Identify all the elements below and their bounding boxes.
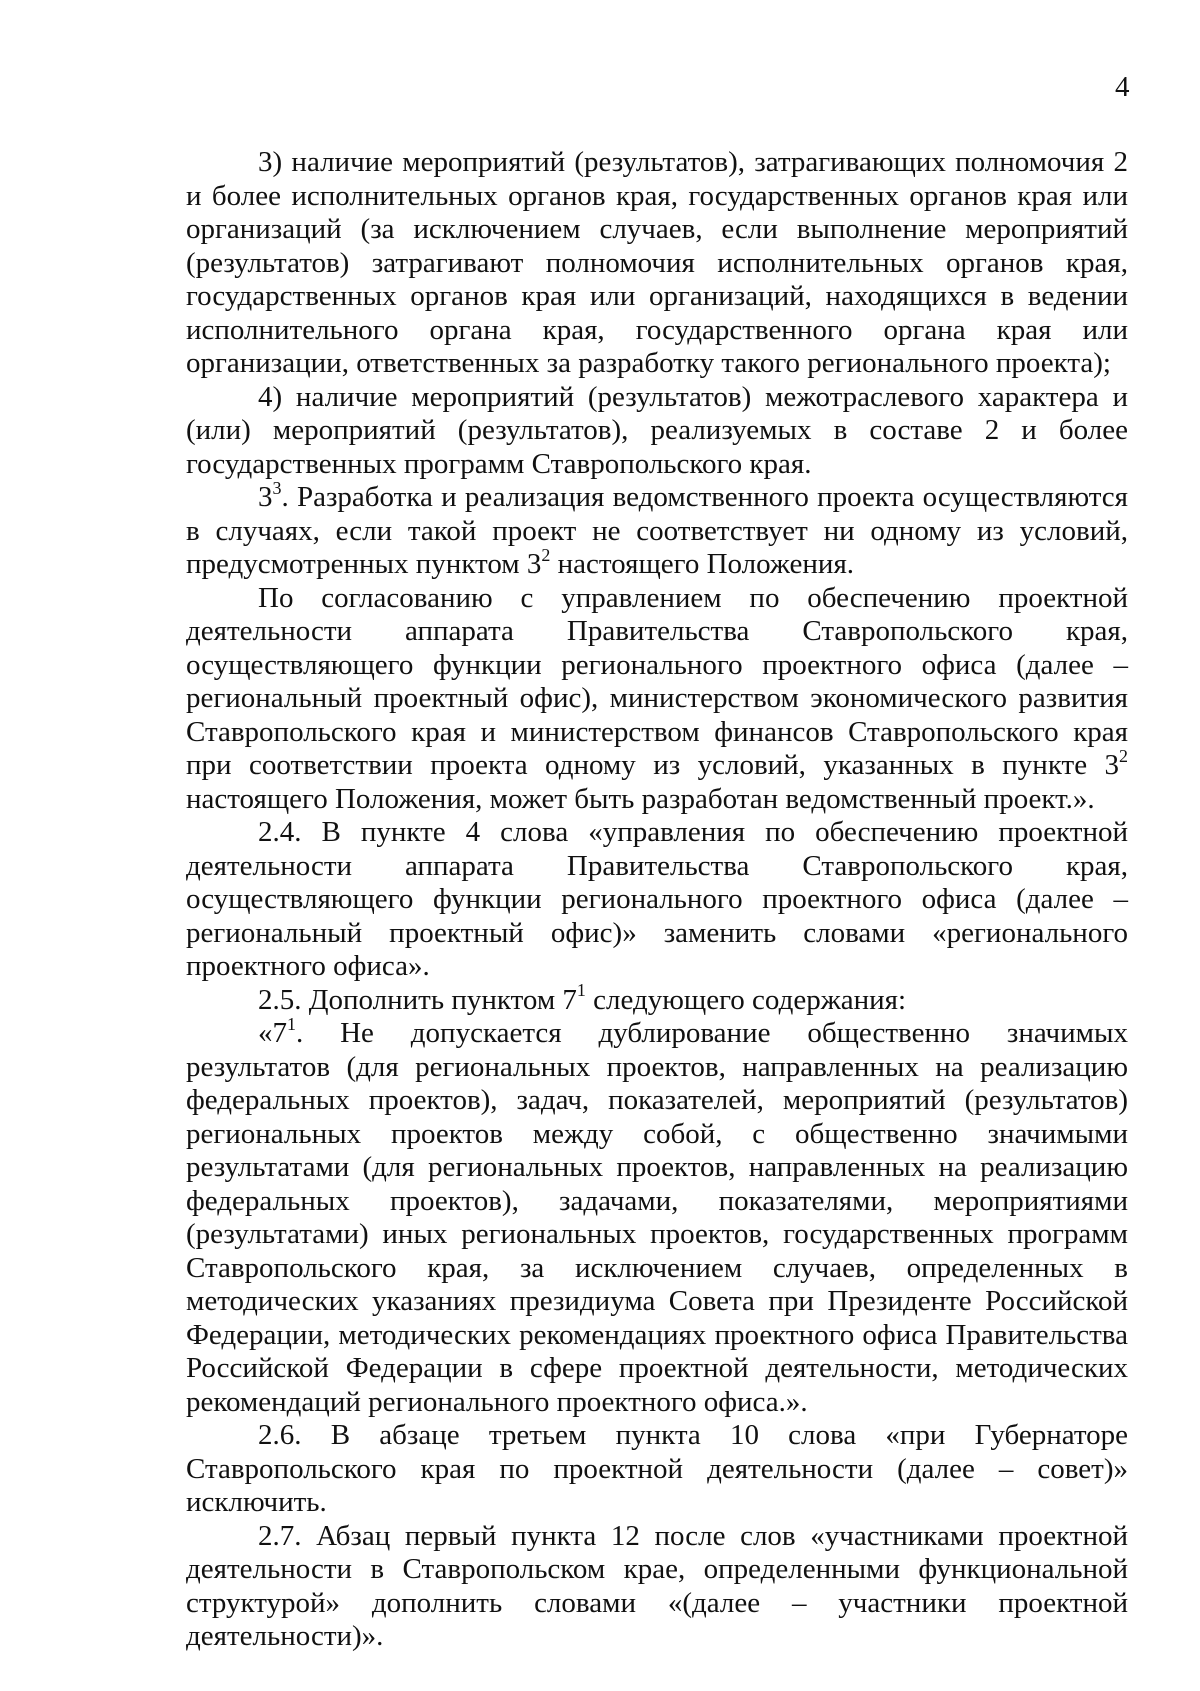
text-run: 3 [258,481,273,513]
text-run: следующего содержания: [585,983,907,1016]
superscript: 2 [541,544,551,565]
paragraph-agreement [186,582,1128,817]
text-run: 2.5. Дополнить пунктом 7 [258,983,577,1016]
page-number: 4 [1115,71,1130,103]
text-run: настоящего Положения, может быть разработан ведомственный проект.». [186,782,1095,815]
superscript: 3 [272,477,282,498]
paragraph-3-3 [186,477,1128,582]
text-run: «7 [258,1017,287,1049]
paragraph-2-5 [186,980,1128,1018]
superscript: 1 [576,980,586,1001]
paragraph-2-6: 2.6. В абзаце третьем пункта 10 слова «при Губернаторе Ставропольского края по проектной деятельности (далее – совет)» исключить. [186,1419,1128,1518]
paragraph-item-3: 3) наличие мероприятий (результатов), затрагивающих полномочия 2 и более исполнительных органов края, государственных органов края или организаций (за исключением случаев, если выполнение мероприятий (результатов) затрагивают полномочия исполнительных органов края, государственных органов края или организаций, находящихся в ведении исполнительного органа края, государственного органа края или организации, ответственных за разработку такого регионального проекта); [186,146,1128,379]
text-run: По согласованию с управлением по обеспечению проектной деятельности аппарата Правительства Ставропольского края, осуществляющего функции регионального проектного офиса (далее – региональный проектный офис), министерством экономического развития Ставропольского края и министерством финансов Ставропольского края при соответствии проекта одному из условий, указанных в пункте 3 [186,581,1128,781]
paragraph-2-4: 2.4. В пункте 4 слова «управления по обеспечению проектной деятельности аппарата Правительства Ставропольского края, осуществляющего функции регионального проектного офиса (далее – региональный проектный офис)» заменить словами «регионального проектного офиса». [186,816,1128,982]
superscript: 1 [287,1013,296,1034]
document-body [186,146,1128,1654]
paragraph-7-1 [186,1013,1128,1419]
superscript: 2 [1119,745,1128,766]
paragraph-item-4: 4) наличие мероприятий (результатов) межотраслевого характера и (или) мероприятий (результатов), реализуемых в составе 2 и более государственных программ Ставропольского края. [186,380,1128,480]
text-run: . Не допускается дублирование общественно значимых результатов (для региональных проектов, направленных на реализацию федеральных проектов), задач, показателей, мероприятий (результатов) региональных проектов между собой, с общественно значимыми результатами (для региональных проектов, направленных на реализацию федеральных проектов), задачами, показателями, мероприятиями (результатами) иных региональных проектов, государственных программ Ставропольского края, за исключением случаев, определенных в методических указаниях президиума Совета при Президенте Российской Федерации, методических рекомендациях проектного офиса Правительства Российской Федерации в сфере проектной деятельности, методических рекомендаций регионального проектного офиса.». [186,1017,1128,1418]
text-run: настоящего Положения. [550,548,855,580]
text-run: . Разработка и реализация ведомственного проекта осуществляются в случаях, если такой проект не соответствует ни одному из условий, предусмотренных пунктом 3 [186,481,1128,580]
paragraph-2-7: 2.7. Абзац первый пункта 12 после слов «участниками проектной деятельности в Ставропольском крае, определенными функциональной структурой» дополнить словами «(далее – участники проектной деятельности)». [186,1519,1128,1652]
